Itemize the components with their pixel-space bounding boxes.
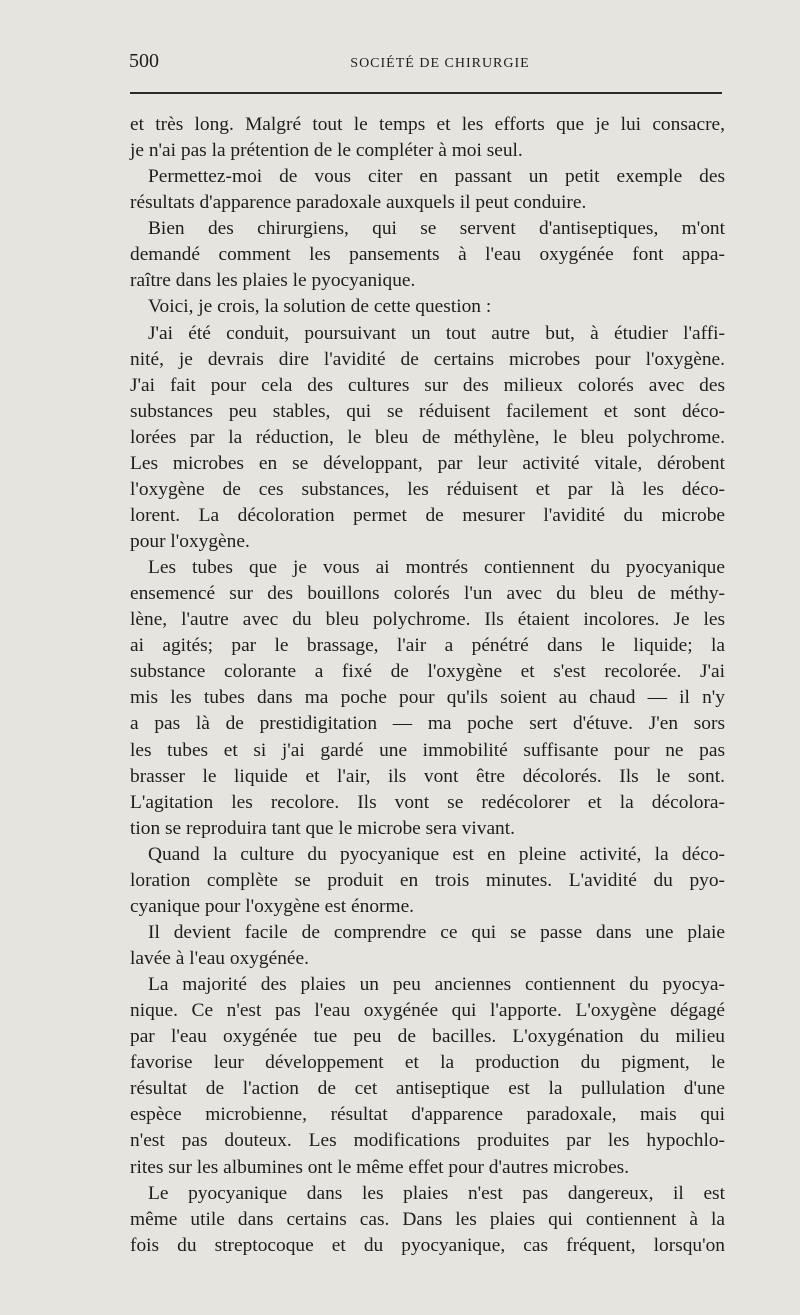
text-line: Les microbes en se développant, par leur activité vitale, dérobent xyxy=(130,452,725,474)
text-line: nique. Ce n'est pas l'eau oxygénée qui l'apporte. L'oxygène dégagé xyxy=(130,1000,725,1022)
text-line: demandé comment les pansements à l'eau oxygénée font appa- xyxy=(130,244,725,266)
paragraph xyxy=(130,920,725,972)
paragraph xyxy=(130,216,725,294)
text-line: espèce microbienne, résultat d'apparence paradoxale, mais qui xyxy=(130,1104,725,1126)
text-line: ensemencé sur des bouillons colorés l'un avec du bleu de méthy- xyxy=(130,583,725,605)
text-line: je n'ai pas la prétention de le compléter à moi seul. xyxy=(130,140,523,162)
paragraph xyxy=(130,1181,725,1259)
text-line: résultats d'apparence paradoxale auxquels il peut conduire. xyxy=(130,192,587,214)
paragraph xyxy=(130,294,725,320)
text-line: même utile dans certains cas. Dans les plaies qui contiennent à la xyxy=(130,1208,725,1230)
text-line: lène, l'autre avec du bleu polychrome. Ils étaient incolores. Je les xyxy=(130,609,725,631)
text-line: par l'eau oxygénée tue peu de bacilles. L'oxygénation du milieu xyxy=(130,1026,725,1048)
text-line: L'agitation les recolore. Ils vont se redécolorer et la décolora- xyxy=(130,791,725,813)
body-text xyxy=(130,112,725,1259)
text-line: n'est pas douteux. Les modifications produites par les hypochlo- xyxy=(130,1130,725,1152)
text-line: les tubes et si j'ai gardé une immobilité suffisante pour ne pas xyxy=(130,739,725,761)
text-line: cyanique pour l'oxygène est énorme. xyxy=(130,895,415,917)
paragraph xyxy=(130,555,725,842)
text-line: Bien des chirurgiens, qui se servent d'antiseptiques, m'ont xyxy=(148,218,725,240)
paragraph xyxy=(130,972,725,1181)
text-line: substances peu stables, qui se réduisent facilement et sont déco- xyxy=(130,400,725,422)
text-line: substance colorante a fixé de l'oxygène et s'est recolorée. J'ai xyxy=(130,661,725,683)
text-line: lavée à l'eau oxygénée. xyxy=(130,948,309,969)
text-line: Voici, je crois, la solution de cette question : xyxy=(148,296,492,318)
paragraph xyxy=(130,112,725,164)
text-line: La majorité des plaies un peu anciennes contiennent du pyocya- xyxy=(148,974,725,996)
text-line: tion se reproduira tant que le microbe sera vivant. xyxy=(130,817,515,839)
text-line: nité, je devrais dire l'avidité de certains microbes pour l'oxygène. xyxy=(130,348,725,370)
text-line: mis les tubes dans ma poche pour qu'ils soient au chaud — il n'y xyxy=(130,687,725,709)
paragraph xyxy=(130,164,725,216)
text-line: raître dans les plaies le pyocyanique. xyxy=(130,270,416,292)
text-line: ai agités; par le brassage, l'air a pénétré dans le liquide; la xyxy=(130,635,725,657)
text-line: lorées par la réduction, le bleu de méthylène, le bleu polychrome. xyxy=(130,426,725,448)
text-line: résultat de l'action de cet antiseptique est la pullulation d'une xyxy=(130,1078,725,1100)
text-line: Les tubes que je vous ai montrés contiennent du pyocyanique xyxy=(148,557,725,579)
text-line: Il devient facile de comprendre ce qui se passe dans une plaie xyxy=(148,921,725,943)
text-line: loration complète se produit en trois minutes. L'avidité du pyo- xyxy=(130,869,725,891)
page-number: 500 xyxy=(129,50,159,72)
running-head: SOCIÉTÉ DE CHIRURGIE xyxy=(350,56,530,71)
text-line: l'oxygène de ces substances, les réduisent et par là les déco- xyxy=(130,478,725,500)
paragraph xyxy=(130,842,725,920)
text-line: a pas là de prestidigitation — ma poche sert d'étuve. J'en sors xyxy=(130,713,725,735)
text-line: Permettez-moi de vous citer en passant un petit exemple des xyxy=(148,166,725,188)
text-line: brasser le liquide et l'air, ils vont être décolorés. Ils le sont. xyxy=(130,765,725,787)
text-line: et très long. Malgré tout le temps et les efforts que je lui consacre, xyxy=(130,114,725,135)
text-line: fois du streptocoque et du pyocyanique, cas fréquent, lorsqu'on xyxy=(130,1234,725,1256)
text-line: Le pyocyanique dans les plaies n'est pas dangereux, il est xyxy=(148,1182,725,1204)
text-line: Quand la culture du pyocyanique est en pleine activité, la déco- xyxy=(148,843,725,865)
text-line: lorent. La décoloration permet de mesurer l'avidité du microbe xyxy=(130,504,725,526)
text-line: pour l'oxygène. xyxy=(130,531,250,552)
paragraph xyxy=(130,321,725,556)
header-rule xyxy=(130,92,722,94)
text-line: favorise leur développement et la production du pigment, le xyxy=(130,1052,725,1074)
text-line: J'ai été conduit, poursuivant un tout autre but, à étudier l'affi- xyxy=(148,322,725,344)
text-line: J'ai fait pour cela des cultures sur des milieux colorés avec des xyxy=(130,374,725,396)
text-line: rites sur les albumines ont le même effet pour d'autres microbes. xyxy=(130,1156,630,1178)
